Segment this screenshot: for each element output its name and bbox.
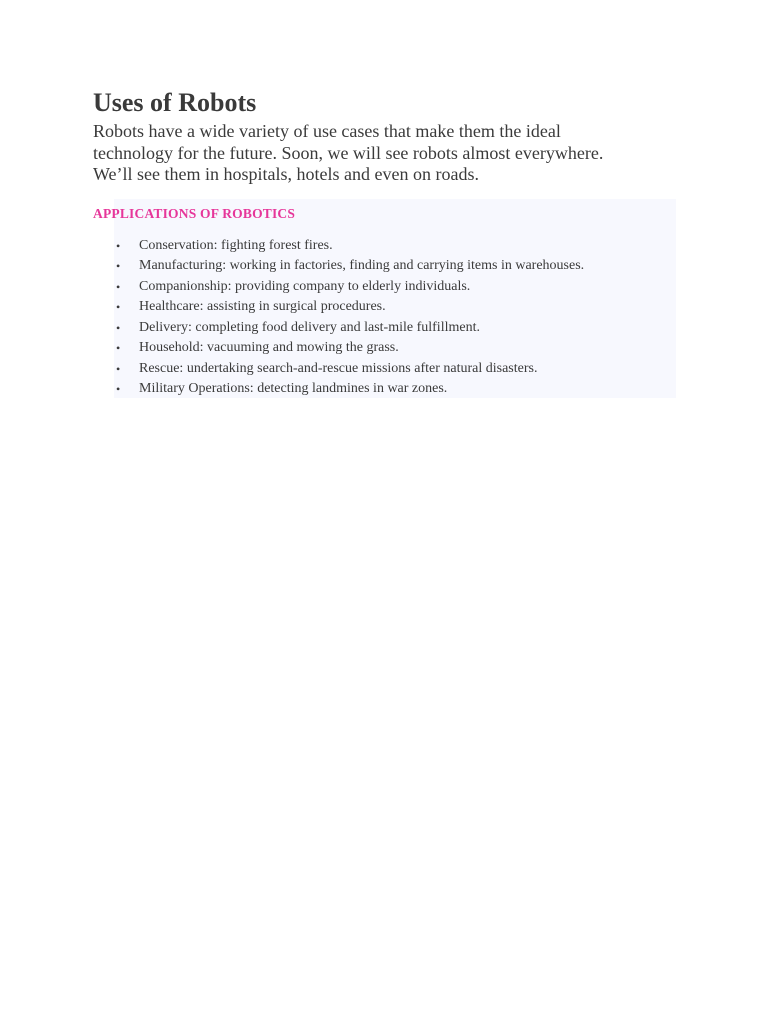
list-item-text: Rescue: undertaking search-and-rescue missions after natural disasters. bbox=[139, 360, 538, 376]
list-item-text: Household: vacuuming and mowing the grass. bbox=[139, 340, 399, 355]
list-item-text: Conservation: fighting forest fires. bbox=[139, 237, 333, 253]
intro-line: Robots have a wide variety of use cases that make them the ideal bbox=[93, 121, 561, 141]
section-heading: APPLICATIONS OF ROBOTICS bbox=[93, 205, 296, 221]
list-item-text: Military Operations: detecting landmines in war zones. bbox=[139, 381, 448, 396]
intro-line: technology for the future. Soon, we will see robots almost everywhere. bbox=[93, 142, 604, 163]
bullet-icon: • bbox=[116, 320, 121, 335]
applications-list bbox=[93, 236, 693, 400]
list-item-text: Companionship: providing company to elderly individuals. bbox=[139, 278, 471, 294]
list-item bbox=[93, 256, 693, 277]
list-item bbox=[93, 359, 693, 380]
bullet-icon: • bbox=[116, 259, 121, 273]
list-item bbox=[93, 379, 693, 400]
bullet-icon: • bbox=[116, 279, 121, 294]
list-item bbox=[93, 277, 693, 298]
bullet-icon: • bbox=[116, 341, 121, 355]
bullet-icon: • bbox=[116, 361, 121, 376]
page-title: Uses of Robots bbox=[93, 88, 257, 117]
document-body bbox=[93, 88, 693, 398]
bullet-icon: • bbox=[116, 238, 121, 253]
list-item bbox=[93, 318, 693, 339]
list-item bbox=[93, 297, 693, 318]
intro-line: We’ll see them in hospitals, hotels and even on roads. bbox=[93, 164, 479, 184]
list-item bbox=[93, 236, 693, 257]
list-item-text: Healthcare: assisting in surgical procedures. bbox=[139, 299, 386, 314]
list-item bbox=[93, 338, 693, 359]
bullet-icon: • bbox=[116, 300, 121, 314]
bullet-icon: • bbox=[116, 382, 121, 396]
list-item-text: Manufacturing: working in factories, finding and carrying items in warehouses. bbox=[139, 258, 585, 273]
list-item-text: Delivery: completing food delivery and last-mile fulfillment. bbox=[139, 319, 480, 335]
applications-section bbox=[93, 206, 693, 398]
intro-paragraph bbox=[93, 121, 693, 186]
